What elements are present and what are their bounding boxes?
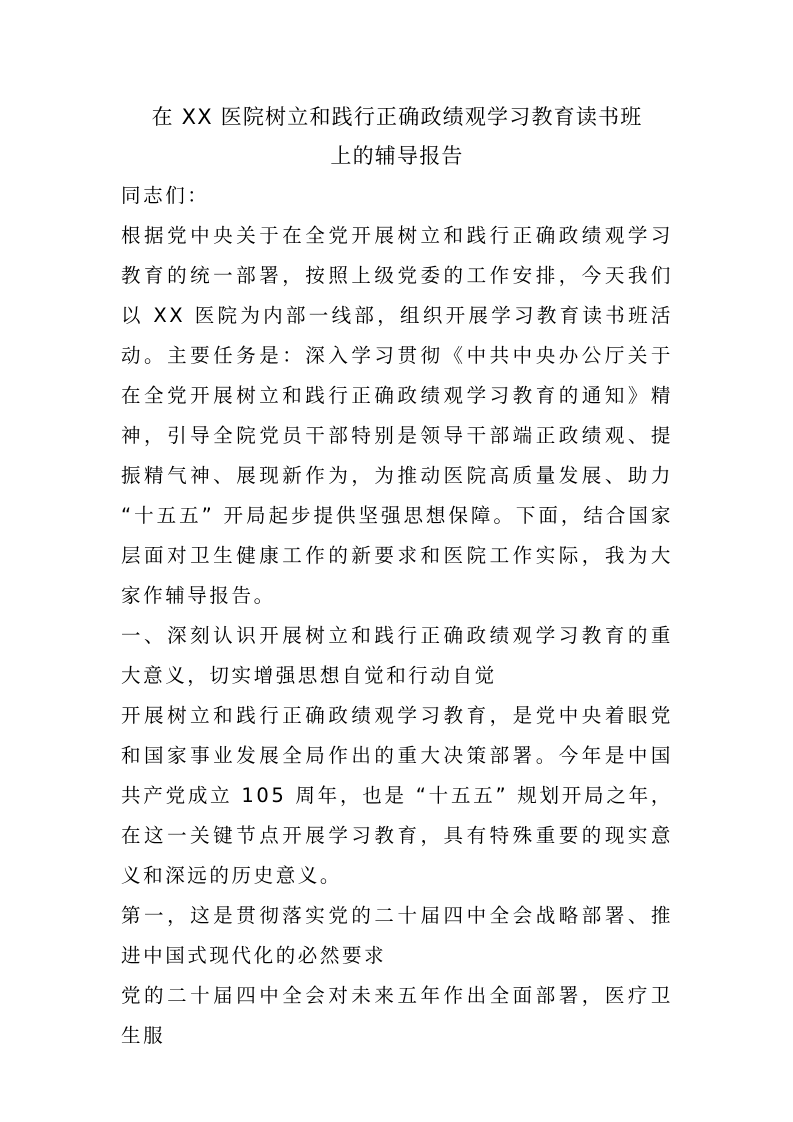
title-line-2: 上的辅导报告 [330, 144, 464, 168]
section-heading-1: 一、深刻认识开展树立和践行正确政绩观学习教育的重大意义，切实增强思想自觉和行动自觉 [121, 624, 673, 687]
title-line-1: 在 XX 医院树立和践行正确政绩观学习教育读书班 [151, 105, 643, 129]
salutation: 同志们： [121, 184, 210, 207]
document-page [121, 98, 673, 1056]
document-title [121, 98, 673, 176]
subheading-first: 第一，这是贯彻落实党的二十届四中全会战略部署、推进中国式现代化的必然要求 [121, 904, 673, 967]
paragraph-intro: 根据党中央关于在全党开展树立和践行正确政绩观学习教育的统一部署，按照上级党委的工作安排，今天我们以 XX 医院为内部一线部，组织开展学习教育读书班活动。主要任务是：深入学习贯彻《中共中央办公厅关于在全党开展树立和践行正确政绩观学习教育的通知》精神，引导全院党员干部特别是领导干部端正政绩观、提振精气神、展现新作为，为推动医院高质量发展、助力 “十五五” 开局起步提供坚强思想保障。下面，结合国家层面对卫生健康工作的新要求和医院工作实际，我为大家作辅导报告。 [121, 224, 673, 607]
paragraph-significance: 开展树立和践行正确政绩观学习教育，是党中央着眼党和国家事业发展全局作出的重大决策部署。今年是中国共产党成立 105 周年，也是 “十五五” 规划开局之年，在这一关键节点开展学习教育，具有特殊重要的现实意义和深远的历史意义。 [121, 704, 673, 887]
paragraph-plenum: 党的二十届四中全会对未来五年作出全面部署，医疗卫生服 [121, 984, 673, 1047]
